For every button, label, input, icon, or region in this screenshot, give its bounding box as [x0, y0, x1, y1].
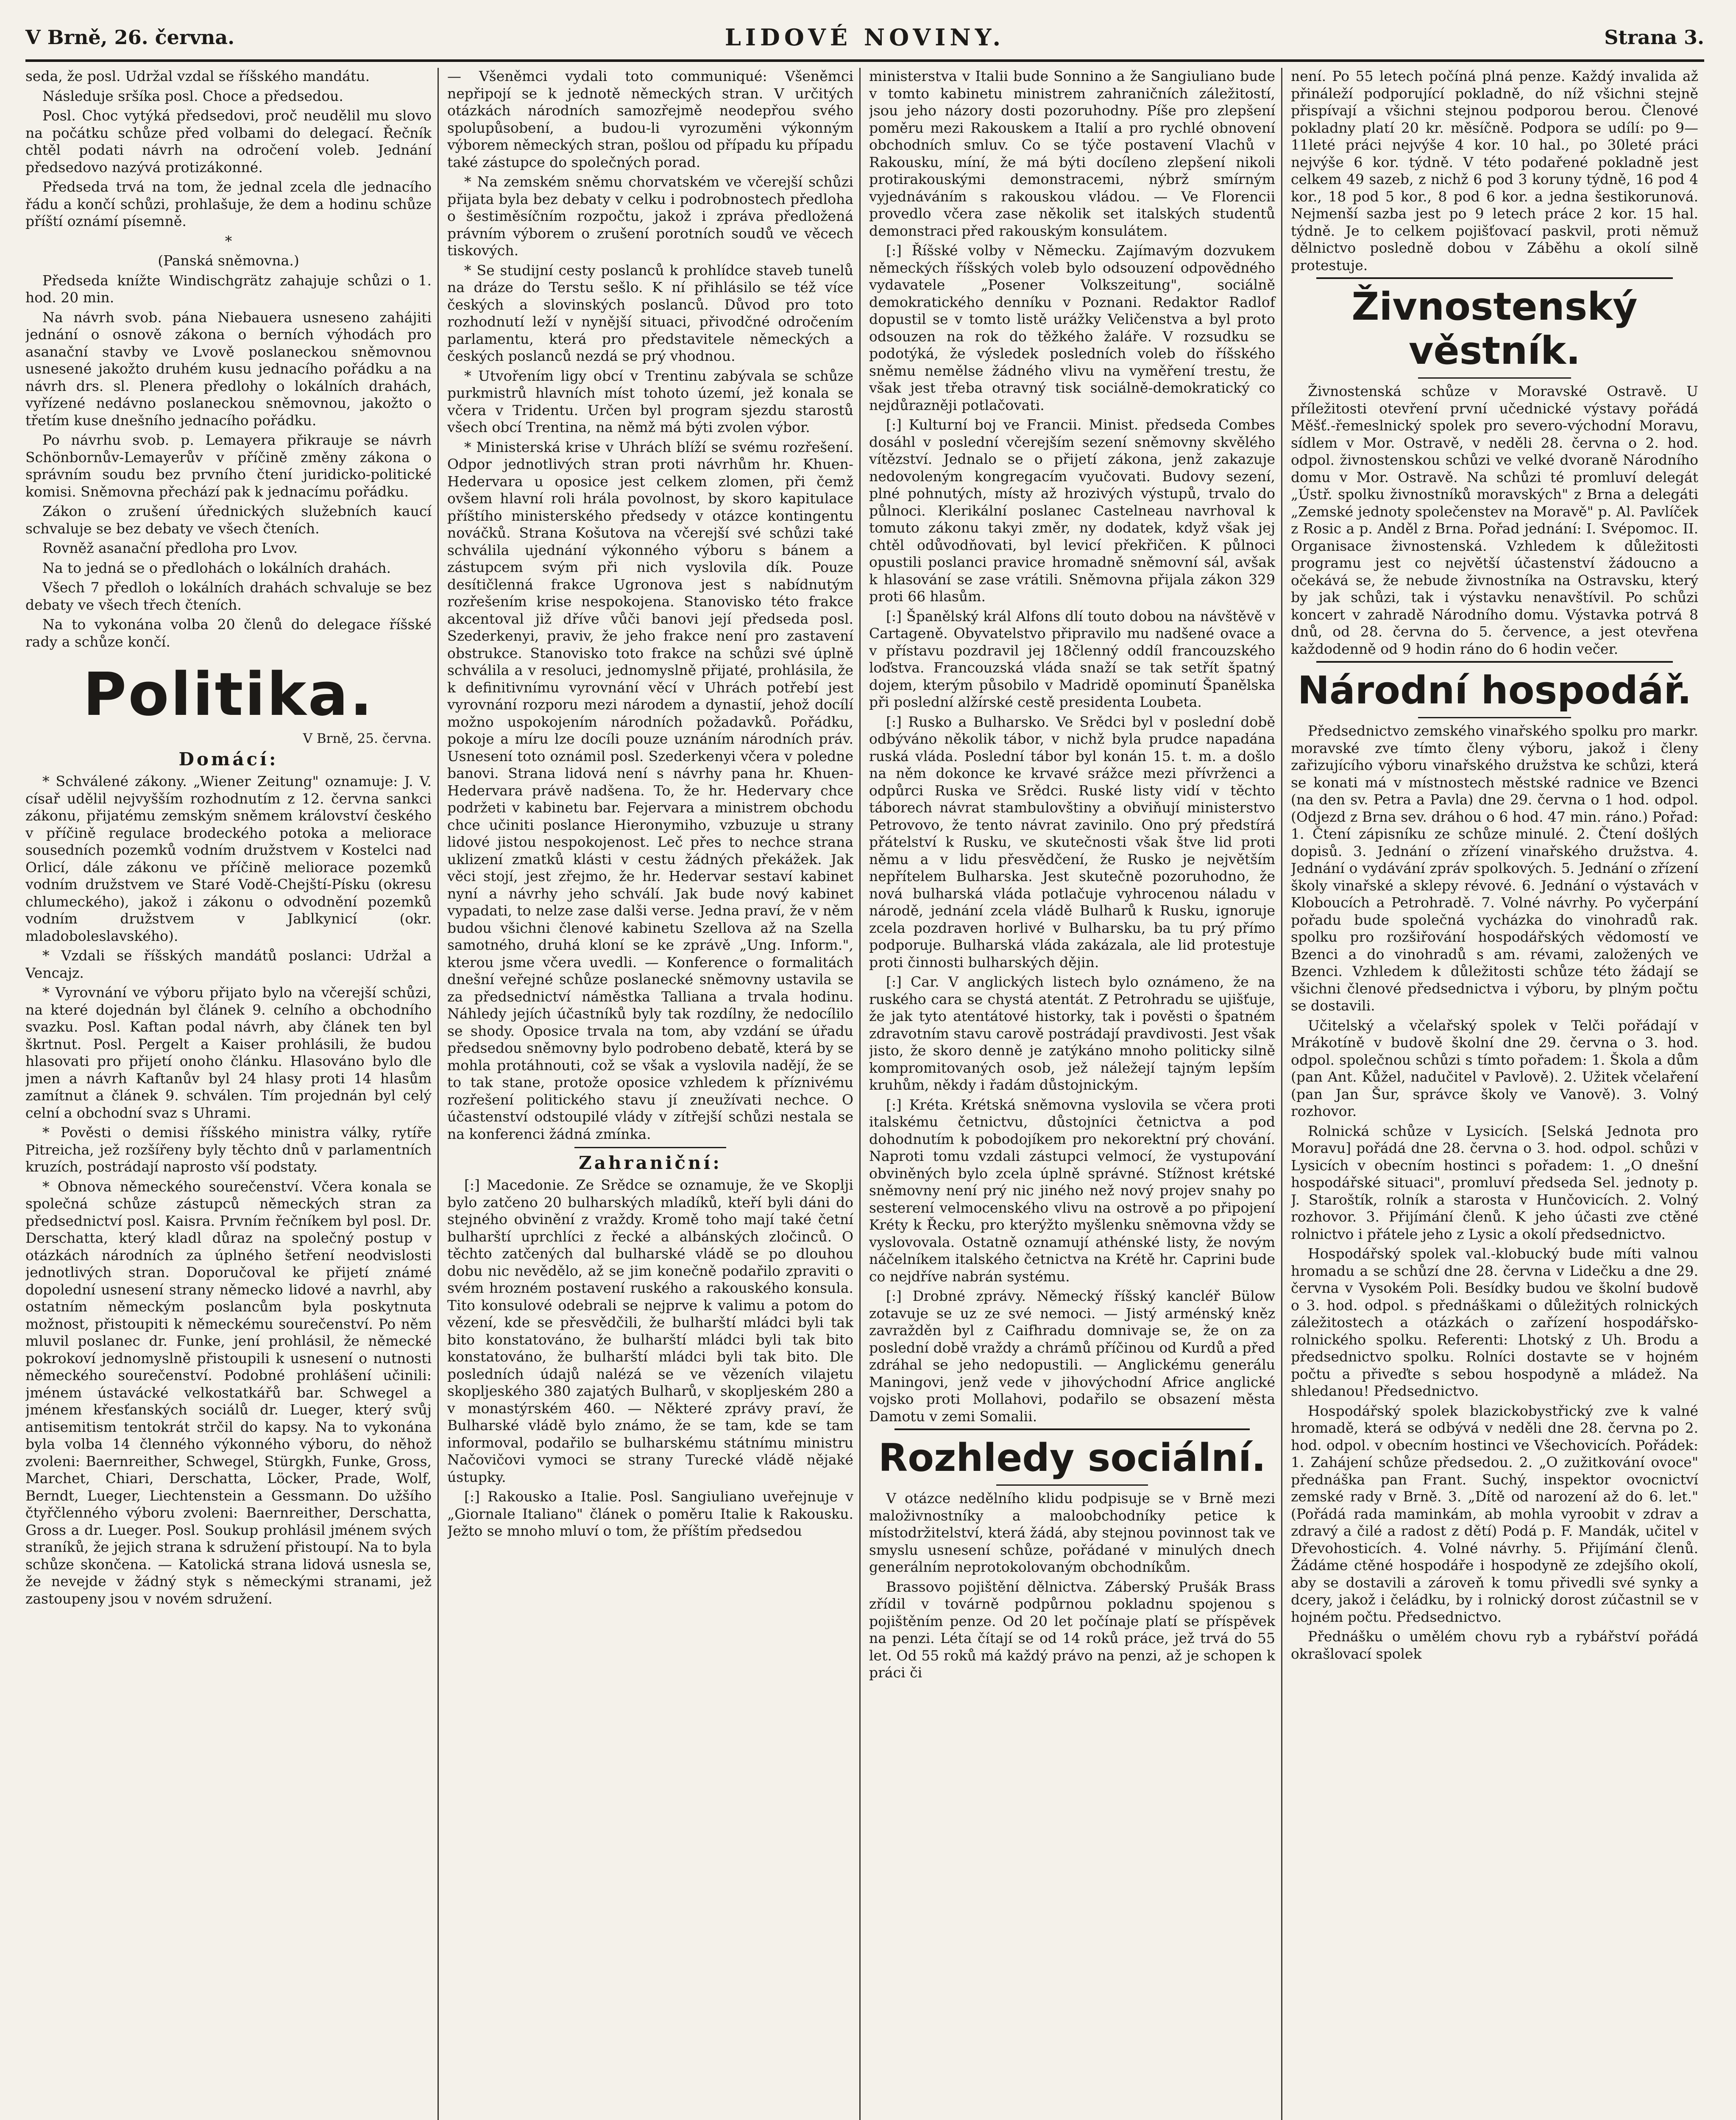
article-paragraph: Na návrh svob. pána Niebauera usneseno zahájiti jednání o osnově zákona o berních výhodách pro asanační stavby ve Lvově poslaneckou sněmovnou usnesené jakožto druhém kusu jednacího pořádku a na návrh drs. sl. Plenera předlohy o lokálních drahách, vyřízené nedávno poslaneckou sněmovnou, jakožto o třetím kuse dnešního jednacího pořádku. — [25, 309, 432, 429]
divider — [894, 1428, 1250, 1430]
article-paragraph: Rolnická schůze v Lysicích. [Selská Jednota pro Moravu] pořádá dne 28. června o 3. hod. odpol. schůzi v Lysicích v obecním hostinci s pořadem: 1. „O dnešní hospodářské situaci", promluví předseda Sel. jednoty p. J. Staroštík, rolník a starosta v Hunčovicích. 2. Volný rozhovor. 3. Přijímání členů. K jeho účasti zve ctěné rolnictvo i přátele jeho z Lysic a okolí předsednictvo. — [1291, 1122, 1698, 1242]
article-paragraph: * Vzdali se říšských mandátů poslanci: Udržal a Vencajz. — [25, 947, 432, 981]
article-paragraph: Učitelský a včelařský spolek v Telči pořádají v Mrákotíně v budově školní dne 29. června o 3. hod. odpol. společnou schůzi s tímto pořadem: 1. Škola a dům (pan Ant. Kůžel, nadučitel v Pavlově). 2. Užitek včelaření (pan Jan Šur, správce školy ve Vanově). 3. Volný rozhovor. — [1291, 1017, 1698, 1119]
article-paragraph: * Obnova německého sourečenství. Včera konala se společná schůze zástupců německých stran za předsednictví posl. Kaisra. Prvním řečníkem byl posl. Dr. Derschatta, který kladl důraz na společný postup v otázkách národních za úplného šetření neodvislosti jednotlivých stran. Doporučoval ke přijetí známé dopolední usnesení strany německo lidové a navrhl, aby ostatním německým poslancům byla poskytnuta možnost, přistoupiti k německému sourečenství. Po něm mluvil poslanec dr. Funke, jení prohlásil, že německé pokrokoví jednomyslně přistoupili k usnesení o nutnosti německého sourečenství. Podobné prohlášení učinili: jménem ústavácké velkostatkářů bar. Schwegel a jménem křesťanských sociálů dr. Lueger, který svůj antisemitism tentokrát strčil do kapsy. Na to vykonána byla volba 14 členného výkonného výboru, do něhož zvoleni: Baernreither, Schwegel, Stürgkh, Funke, Gross, Marchet, Chiari, Derschatta, Löcker, Prade, Wolf, Berndt, Lueger, Liechtenstein a Gessmann. Do užšího čtyřčlenného výboru zvoleni: Baernreither, Derschatta, Gross a dr. Lueger. Posl. Soukup prohlásil jménem svých straníků, že jejich strana k sdružení přistoupí. Na to byla schůze skončena. — Katolická strana lidová usnesla se, že nevejde v žádný styk s německými stranami, jež zastoupeny jsou v novém sdružení. — [25, 1178, 432, 1607]
article-paragraph: V otázce nedělního klidu podpisuje se v Brně mezi maloživnostníky a maloobchodníky petice k místodržitelství, která žádá, aby stejnou povinnost tak ve smyslu usnesení schůze, pořádané v minulých dnech generálním neprotokolovaným obchodníkům. — [869, 1490, 1275, 1575]
article-paragraph: * Schválené zákony. „Wiener Zeitung" oznamuje: J. V. císař udělil nejvyšším rozhodnutím z 12. června sankci zákonu, přijatému zemským sněmem království českého v příčině regulace brodeckého potoka a meliorace sousedních pozemků vodním družstvem v Kostelci nad Orlicí, dále zákonu ve příčině meliorace pozemků vodním družstvem ve Staré Vodě-Chejští-Písku (okresu chlumeckého), jakož i zákonu o odvodnění pozemků vodním družstvem v Jablkynicí (okr. mladoboleslavského). — [25, 773, 432, 944]
article-paragraph: Rovněž asanační předloha pro Lvov. — [42, 540, 298, 556]
section-heading-zivnostensky: Živnostenský věstník. — [1351, 285, 1638, 373]
article-paragraph: Následuje sršíka posl. Choce a předsedou. — [42, 87, 343, 104]
section-separator: * — [225, 232, 232, 249]
article-paragraph: [:] Rusko a Bulharsko. Ve Srědci byl v poslední době odbýváno několik tábor, v nichž byla prudce napadána ruská vláda. Poslední tábor byl konán 15. t. m. a došlo na něm dokonce ke krvavé srážce mezi přívrženci a odpůrci Ruska ve Srědci. Ruské listy vidí v těchto táborech návrat stambulovštiny a obviňují ministerstvo Petrovovo, že tento návrat zavinilo. Ono prý předstírá přátelství k Rusku, ve skutečnosti však štve lid proti němu a v lidu přesvědčení, že Rusko je největším nepřítelem Bulharska. Jest skutečně pozoruhodno, že nová bulharská vláda potlačuje vyhrocenou náladu v národě, jednání zcela vládě Bulharů k Rusku, ignoruje zcela pozdraven horlivé v Bulharsku, ba tu prý přímo podporuje. Bulharská vláda zakázala, ale lid protestuje proti činnosti bulharských dějin. — [869, 713, 1275, 971]
article-paragraph: * Na zemském sněmu chorvatském ve včerejší schůzi přijata byla bez debaty v celku i podrobnostech předloha o šestiměsíčním rozpočtu, jakož i zpráva předložená právním výborem o zrušení porotních soudů ve věcech tiskových. — [447, 173, 853, 259]
article-paragraph: Posl. Choc vytýká předsedovi, proč neudělil mu slovo na počátku schůze před volbami do delegací. Řečník chtěl podati návrh na odročení voleb. Jednání předsedovo nazývá protizákonné. — [25, 107, 432, 176]
article-paragraph: * Pověsti o demisi říšského ministra války, rytíře Pitreicha, jež rozšířeny byly těchto dnů v parlamentních kruzích, postrádají naprosto vší podstaty. — [25, 1124, 432, 1175]
article-paragraph: není. Po 55 letech počíná plná penze. Každý invalida až přináleží podporující pokladně, do níž všichni stejně přispívají a všichni stejnou podporou berou. Členové pokladny platí 20 kr. měsíčně. Podpora se udílí: po 9—11leté práci nejvýše 4 kor. 10 hal., po 30leté práci nejvýše 6 kor. týdně. V této podařené pokladně jest celkem 49 sazeb, z nichž 6 pod 3 koruny týdně, 16 pod 4 kor., 18 pod 5 kor., 8 pod 6 kor. a jedna šestikorunová. Nejmenší sazba jest po 9 letech práce 2 kor. 15 hal. týdně. Je to celkem pojišťovací paskvil, proti němuž dělnictvo posledně dobou v Záběhu a okolí silně protestuje. — [1291, 68, 1698, 273]
dateline: V Brně, 25. června. — [303, 731, 432, 746]
article-paragraph: Předseda knížte Windischgrätz zahajuje schůzi o 1. hod. 20 min. — [25, 272, 432, 306]
subsection-heading-zahranicni: Zahraniční: — [579, 1152, 722, 1173]
page-number: Strana 3. — [1604, 26, 1704, 49]
divider — [1418, 377, 1571, 379]
article-paragraph: [:] Macedonie. Ze Srědce se oznamuje, že ve Skoplji bylo zatčeno 20 bulharských mladíků, kteří byli dáni do stejného obvinění z vraždy. Kromě toho mají také četní bulharští uprchlíci z řecké a albánských zločinců. O těchto zatčených dal bulharské vládě se po dlouhou dobu nic nevědělo, až se jim konečně podařilo zpraviti o svém hrozném postavení ruského a rakouského konsula. Tito konsulové odebrali se nejprve k valimu a potom do vězení, kde se přesvědčili, že bulharští mládci byli tak bito konstatováno, že bulharští mládci byli tak bito konstatováno, že bulharští mládci byli tak bito. Dle posledních údajů nalézá se ve vězeních vilajetu skopljeského 380 zajatých Bulharů, v skopljeském 280 a v monastýrském 460. — Některé zprávy praví, že Bulharské vládě bylo známo, že se tam, kde se tam informoval, podařilo se bulharskému státnímu ministru Načovičovi vymoci se strany Turecké vládě nějaké ústupky. — [447, 1177, 853, 1485]
issue-date: V Brně, 26. června. — [25, 26, 235, 49]
article-paragraph: [:] Drobné zprávy. Německý říšský kancléř Bülow zotavuje se uz ze své nemoci. — Jistý arménský kněz zavražděn byl z Caifhradu domnivaje se, že on za poslední době vraždy a chrámů příčinou od Kurdů a před zdráhal se jeho nedopustili. — Anglickému generálu Maningovi, jenž vede v jihovýchodní Africe anglické vojsko proti Mollahovi, podařilo se obsazení města Damotu v zemi Somalii. — [869, 1288, 1275, 1425]
article-paragraph: seda, že posl. Udržal vzdal se říšského mandátu. — [25, 68, 370, 84]
article-paragraph: Po návrhu svob. p. Lemayera přikrauje se návrh Schönbornův-Lemayerův v příčině změny zákona o správním soudu bez prvního čtení juridicko-politické komisi. Sněmovna přechází pak k jednacímu pořádku. — [25, 432, 432, 500]
subsection-heading-domaci: Domácí: — [178, 749, 279, 770]
divider — [574, 1147, 726, 1148]
column-3 — [869, 68, 1282, 2120]
article-paragraph: Živnostenská schůze v Moravské Ostravě. U příležitosti otevření první učednické výstavy pořádá Měšť.-řemeslnický spolek pro severo-východní Moravu, sídlem v Mor. Ostravě, v neděli 28. června o 2. hod. odpol. živnostenskou schůzi ve velké dvoraně Národního domu v Mor. Ostravě. Na schůzi té promluví delegát „Ústř. spolku živnostníků moravských" z Brna a delegáti „Zemské jednoty společenstev na Moravě" p. Al. Pavlíček z Rosic a p. Anděl z Brna. Pořad jednání: I. Svépomoc. II. Organisace živnostenská. Vzhledem k důležitosti programu jest co největší účastenství žádoucno a očekává se, že nebude živnostníka na Ostravsku, který by jak schůzi, tak i výstavku nenavštívil. Po schůzi koncert v zahradě Národního domu. Výstavka potrvá 8 dnů, od 28. června do 5. července, a jest otevřena každodenně od 9 hodin ráno do 6 hodin večer. — [1291, 383, 1698, 657]
article-paragraph: Na to vykonána volba 20 členů do delegace říšské rady a schůze končí. — [25, 616, 432, 650]
article-paragraph: Předseda trvá na tom, že jednal zcela dle jednacího řádu a končí schůzi, prohlašuje, že dem a hodinu schůze příští oznámí písemně. — [25, 179, 432, 229]
section-heading-politika: Politika. — [83, 660, 374, 729]
newspaper-title: LIDOVÉ NOVINY. — [724, 24, 1005, 51]
article-paragraph: Všech 7 předloh o lokálních drahách schvaluje se bez debaty ve všech třech čteních. — [25, 579, 432, 613]
article-paragraph: Přednášku o umělém chovu ryb a rybářství pořádá okrašlovací spolek — [1291, 1628, 1698, 1662]
article-paragraph: * Vyrovnání ve výboru přijato bylo na včerejší schůzi, na které dojednán byl článek 9. celního a obchodního svazku. Posl. Kaftan podal návrh, aby článek ten byl škrtnut. Posl. Pergelt a Kaiser prohlásili, že budou hlasovati pro přijetí onoho článku. Hlasováno bylo dle jmen a návrh Kaftanův byl 24 hlasy proti 14 hlasům zamítnut a článek 9. schválen. Tím projednán byl celý celní a obchodní svaz s Uhrami. — [25, 984, 432, 1121]
divider — [996, 1484, 1148, 1486]
article-paragraph: Předsednictvo zemského vinařského spolku pro markr. moravské zve tímto členy výboru, jakož i členy zařizujícího výboru vinařského družstva ke schůzi, která se konati má v místnostech městské radnice ve Bzenci (na den sv. Petra a Pavla) dne 29. června o 1 hod. odpol. (Odjezd z Brna sev. dráhou o 6 hod. 47 min. ráno.) Pořad: 1. Čtení zápisníku ze schůze minulé. 2. Čtení došlých dopisů. 3. Jednání o zřízení vinařského družstva. 4. Jednání o vydávání zpráv spolkových. 5. Jednání o zřízení školy vinařské a sklepy révové. 6. Jednání o výstavách v Kloboucích a Petrohradě. 7. Volné návrhy. Po vyčerpání pořadu bude společná vycházka do vinohradů rak. spolku pro rozšiřování hospodářských vědomostí ve Bzenci a do vinohradů s am. révami, založených ve Bzenci. Vzhledem k důležitosti schůze této žádají se všichni členové předsednictva i výboru, by plným počtu se dostavili. — [1291, 722, 1698, 1014]
article-paragraph: Na to jedná se o předlohách o lokálních drahách. — [42, 559, 391, 576]
section-heading-narodni-hospodar: Národní hospodář. — [1297, 668, 1692, 713]
columns — [25, 68, 1704, 2120]
divider — [1418, 717, 1571, 718]
article-paragraph: Brassovo pojištění dělnictva. Záberský Prušák Brass zřídil v továrně podpůrnou pokladnu spojenou s pojištěním penze. Od 20 let počínaje platí se příspěvek na penzi. Léta čítají se od 14 roků práce, jež trvá do 55 let. Od 55 roků má každý právo na penzi, až je schopen k práci či — [869, 1578, 1275, 1681]
article-paragraph: Hospodářský spolek val.-klobucký bude míti valnou hromadu a se schůzí dne 28. června v Lidečku a dne 29. června v Vysokém Poli. Besídky budou ve školní budově o 3. hod. odpol. s přednáškami o důležitých rolnických záležitostech a otázkách o zařízení hospodářsko-rolnického spolku. Referenti: Lhotský z Uh. Brodu a předsednictvo spolku. Rolníci dostavte se v hojném počtu a přiveďte s sebou hospodyně a mládež. Na shledanou! Předsednictvo. — [1291, 1245, 1698, 1399]
article-paragraph: ministerstva v Italii bude Sonnino a že Sangiuliano bude v tomto kabinetu ministrem zahraničních záležitostí, jsou jeho názory dosti pozoruhodny. Píše pro zlepšení poměru mezi Rakouskem a Italií a pro rychlé obnovení obchodních smluv. Co se týče postavení Vlachů v Rakousku, míní, že má býti docíleno zlepšení nikoli protirakouskými demonstracemi, nýbrž smírným vyjednáváním s rakouskou vládou. — Ve Florencii provedlo včera zase několik set italských studentů demonstraci před rakouským konsulátem. — [869, 68, 1275, 239]
article-paragraph: [:] Kréta. Krétská sněmovna vyslovila se včera proti italskému četnictvu, důstojníci četnictva a pod dohodnutím k pobodojíkem pro nekorektní prý chování. Naproti tomu vzdali zástupci velmocí, že vystupování obviněných bylo zcela úplně správné. Stížnost krétské sněmovny není prý nic jiného než nový projev snahy po sesterení velmocenského vlivu na ostrově a po připojení Kréty k Řecku, pro kterýžto myšlenku sněmovna vždy se vyslovovala. Ostatně oznamují athénské listy, že novým náčelníkem italského četnictva na Krétě hr. Caprini bude co nejdříve nabrán systému. — [869, 1096, 1275, 1285]
article-paragraph: Hospodářský spolek blazickobystřický zve k valné hromadě, která se odbývá v neděli dne 28. června po 2. hod. odpol. v obecním hostinci ve Všechovicích. Pořádek: 1. Zahájení schůze předsedou. 2. „O zužitkování ovoce" přednáška pan Frant. Suchý, inspektor ovocnictví zemské rady v Brně. 3. „Dítě od narození až do 6. let." (Pořádá rada maminkám, ab mohla vyroobit v zdrav a zdravý a čilé a radost z dětí) Podá p. F. Mandák, učitel v Dřevohosticích. 4. Volné návrhy. 5. Přijímání členů. Žádáme ctěné hospodáře i hospodyně ze zdejšího okolí, aby se dostavili a zároveň k tomu přivedli své synky a dcery, jakož i čeládku, by i rolnický dorost zúčastnil se v hojném počtu. Předsednictvo. — [1291, 1402, 1698, 1625]
newspaper-page — [25, 15, 1704, 2120]
article-paragraph: * Ministerská krise v Uhrách blíží se svému rozřešení. Odpor jednotlivých stran proti návrhům hr. Khuen-Hedervara u oposice jest celkem zlomen, při čemž ovšem hlavní roli hrála povolnost, by skoro kapitulace příštího ministerského předsedy v otázce kontingentu nováčků. Strana Košutova na včerejší své schůzi také schválila ujednání výkonného výboru s bánem a zástupcem svým při nich vyslovila dík. Pouze desítičlenná frakce Ugronova jest s nabídnutým rozřešením krise nespokojena. Stanovisko této frakce akcentoval již dříve vůči banovi její předseda posl. Szederkenyi, praviv, že jeho frakce není pro zastavení obstrukce. Stanovisko toto frakce na schůzi své úplně schválila a v resoluci, jednomyslně přijaté, prohlásila, že k definitivnímu vyrovnání věcí v Uhrách potřebí jest vyrovnání rozporu mezi národem a dynastií, jehož docílí možno uspokojením národních požadavků. Pořádku, pokoje a míru lze docíli pouze uznáním národních práv. Usnesení toto oznámil posl. Szederkenyi včera v poledne banovi. Strana lidová není s návrhy pana hr. Khuen-Hedervara právě nadšena. To, že hr. Hedervary chce podržeti v kabinetu bar. Fejervara a ministrem obchodu chce učiniti poslance Hieronymiho, vzbuzuje u strany lidové jistou nespokojenost. Leč přes to nechce strana uklizení zmatků klásti v cestu žádných překážek. Jak věci stojí, jest zřejmo, že hr. Hedervar sestaví kabinet nyní a návrhy jeho schválí. Jak bude nový kabinet vypadati, to nelze zase dalši verse. Jedna praví, že v něm budou všichni členové kabinetu Szellova až na Szella samotného, druhá kloní se ke zprávě „Ung. Inform.", kterou jsme včera uvedli. — Konference o formalitách dnešní veřejné schůze poslanecké sněmovny ustavila se za předsednictví náměstka Talliana a trvala hodinu. Náhledy jejích účastníků byly tak rozdílny, že nedocílilo se shody. Oposice trvala na tom, aby vzdání se úřadu předsedou sněmovny bylo podrobeno debatě, která by se mohla protáhnouti, což se však a vyslovila nadějí, že se to tak stane, protože oposice vzhledem k příznivému rozřešení politického stavu jí zneužívati nechce. O účastenství odstoupilé vlády v zítřejší schůzi nestala se na konferenci žádná zmínka. — [447, 438, 853, 1142]
article-paragraph: Zákon o zrušení úřednických služebních kaucí schvaluje se bez debaty ve všech čteních. — [25, 503, 432, 537]
section-heading-rozhledy: Rozhledy sociální. — [878, 1436, 1266, 1480]
article-paragraph: [:] Říšské volby v Německu. Zajímavým dozvukem německých říšských voleb bylo odsouzení odpovědného vydavatele „Posener Volkszeitung", sociálně demokratického denníku v Poznani. Redaktor Radlof dopustil se v tomto listě urážky Veličenstva a byl proto odsouzen na rok do těžkého žaláře. V rozsudku se podotýká, že výsledek posledních voleb do říšského sněmu nemělse žádného vlivu na vyměření trestu, že však jest třeba otravný tisk sociálně-demokratický co nejdůrazněji potlačovati. — [869, 242, 1275, 413]
masthead — [25, 15, 1704, 62]
article-paragraph: * Se studijní cesty poslanců k prohlídce staveb tunelů na dráze do Terstu sešlo. K ní přihlásilo se též více českých a slovinských poslanců. Důvod pro toto rozhodnutí leží v nynější situaci, přivodčné odročením parlamentu, která pro představitele německých a českých poslanců nezdá se prý vhodnou. — [447, 262, 853, 364]
article-paragraph: [:] Car. V anglických listech bylo oznámeno, že na ruského cara se chystá atentát. Z Petrohradu se ujišťuje, že jak tyto atentátové historky, tak i pověsti o špatném zdravotním stavu carově postrádají pravdivosti. Jest však jisto, že skoro denně je zatýkáno mnoho politicky silně kompromitovaných osob, jež náležejí tajným lepším kruhům, někdy i řadám důstojnickým. — [869, 974, 1275, 1093]
article-paragraph: [:] Rakousko a Italie. Posl. Sangiuliano uveřejnuje v „Giornale Italiano" článek o poměru Italie k Rakousku. Ježto se mnoho mluví o tom, že příštím předsedou — [447, 1488, 853, 1539]
divider — [1316, 661, 1673, 663]
column-1 — [25, 68, 439, 2120]
article-paragraph: * Utvořením ligy obcí v Trentinu zabývala se schůze purkmistrů hlavních míst tohoto území, jež konala se včera v Tridentu. Určen byl program sjezdu starostů všech obcí Trentina, na němž má býti zvolen výbor. — [447, 367, 853, 435]
chamber-heading: (Panská sněmovna.) — [158, 252, 299, 269]
article-paragraph: — Všeněmci vydali toto communiqué: Všeněmci nepřipojí se k jednotě německých stran. V určitých otázkách národních samozřejmě neodepřou svého spolupůsobení, a budou-li vyrozuměni výkonným výborem německých stran, pošlou od případu ku případu také zástupce do společných porad. — [447, 68, 853, 170]
column-4 — [1291, 68, 1704, 2120]
article-paragraph: [:] Kulturní boj ve Francii. Minist. předseda Combes dosáhl v poslední včerejším sezení sněmovny skvělého vítězství. Jednalo se o přijetí zákona, jenž zakazuje nedovoleným kongregacím vyučovati. Budovy sezení, plné pohnutých, místy až hrozivých výstupů, trvalo do půlnoci. Klerikální poslanec Castelneau navrhoval k tomuto zákonu takyi změr, ny dodatek, když však jej chtěl odůvodňovati, byl levicí překřičen. K půlnoci opustili poslanci pravice hromadně sněmovní sál, avšak k hlasování se zase vrátili. Sněmovna přijala zákon 329 proti 66 hlasům. — [869, 416, 1275, 605]
divider — [1316, 277, 1673, 279]
article-paragraph: [:] Španělský král Alfons dlí touto dobou na návštěvě v Cartageně. Obyvatelstvo připravilo mu nadšené ovace a v přístavu pozdravil jej 18členný oddíl francouzského loďstva. Francouzská vláda snaží se tak setřít špatný dojem, kterým působilo v Madridě opominutí Španělska při poslední alžírské cestě presidenta Loubeta. — [869, 608, 1275, 710]
column-2 — [447, 68, 861, 2120]
